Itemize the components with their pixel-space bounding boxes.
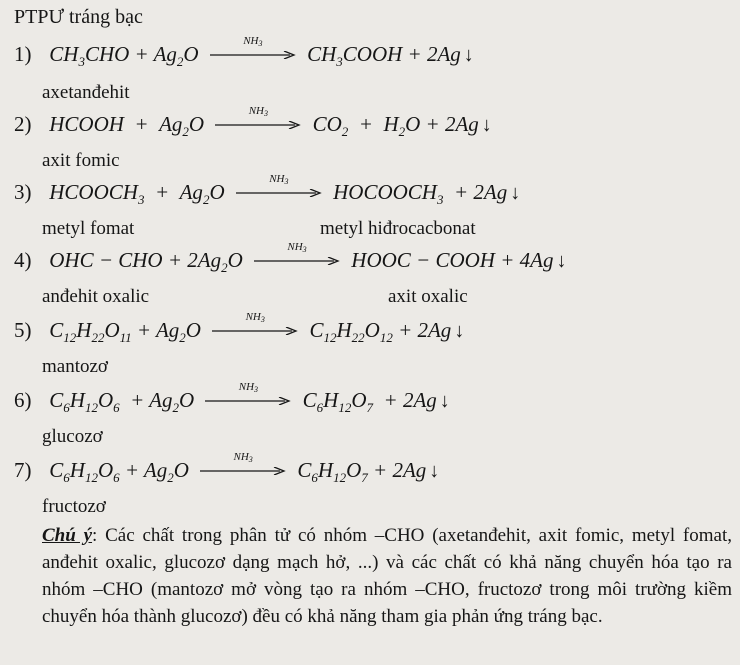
reaction-arrow [210, 35, 296, 59]
products: $CH_3COOH + 2Ag$ [307, 42, 461, 69]
products: $C_{12}H_{22}O_{12} + 2Ag$ [309, 318, 452, 345]
equation-number: 1) [14, 42, 32, 66]
catalyst-label: $NH_3$ [238, 381, 259, 394]
compound-label: mantozơ [42, 356, 108, 377]
note-text: : Các chất trong phân tử có nhóm –CHO (axetanđehit, axit fomic, metyl fomat, anđehit oxalic, glucozơ dạng mạch hở, ...) và các chất có khả năng chuyển hóa tạo ra nhóm –CHO (mantozơ mở vòng tạo ra nhóm –CHO, fructozơ trong môi trường kiềm chuyển hóa thành glucozơ) đều có khả năng tham gia phản ứng tráng bạc. [42, 525, 732, 627]
reaction-arrow [254, 241, 340, 265]
note-paragraph [42, 522, 732, 630]
equation-7 [14, 451, 440, 485]
reactants: $C_{12}H_{22}O_{11} + Ag_2O$ [49, 318, 201, 345]
precipitate-arrow-icon: ↓ [454, 320, 465, 342]
products: HOOC − COOH + 4Ag [351, 248, 554, 272]
catalyst-label: $NH_3$ [287, 241, 307, 254]
products: $HOCOOCH_3 + 2Ag$ [333, 180, 508, 207]
catalyst-label: $NH_3$ [269, 173, 289, 186]
reactants: $CH_3CHO + Ag_2O$ [49, 42, 199, 69]
reaction-arrow [236, 173, 322, 197]
reaction-arrow [205, 381, 291, 405]
note-label: Chú ý [42, 525, 93, 546]
equation-5 [14, 311, 465, 345]
reactants: $C_6H_{12}O_6 + Ag_2O$ [49, 458, 189, 485]
reactants: HCOOH + $Ag_2O$ [49, 112, 205, 139]
equation-4 [14, 241, 567, 275]
catalyst-label: $NH_3$ [233, 451, 253, 464]
products: $CO_2 + H_2O + 2Ag$ [312, 112, 479, 139]
reactants: $C_6H_{12}O_6 + Ag_2O$ [49, 388, 195, 415]
equation-number: 2) [14, 112, 32, 136]
reaction-arrow [200, 451, 286, 475]
equation-number: 7) [14, 458, 32, 482]
reaction-arrow [212, 311, 298, 335]
compound-label: metyl fomat [42, 218, 135, 239]
catalyst-label: $NH_3$ [243, 35, 263, 48]
equation-2 [14, 105, 492, 139]
compound-label: metyl hiđrocacbonat [320, 218, 476, 239]
precipitate-arrow-icon: ↓ [510, 182, 521, 204]
reaction-arrow [215, 105, 301, 129]
equation-number: 3) [14, 180, 32, 204]
reactants: OHC − CHO + $2Ag_2O$ [49, 248, 243, 275]
section-title: PTPƯ tráng bạc [14, 6, 143, 28]
compound-label: anđehit oxalic [42, 286, 150, 307]
precipitate-arrow-icon: ↓ [429, 460, 440, 482]
catalyst-label: $NH_3$ [245, 311, 265, 324]
compound-label: axit oxalic [388, 286, 468, 307]
equation-number: 5) [14, 318, 32, 342]
precipitate-arrow-icon: ↓ [481, 114, 492, 136]
products: $C_6H_{12}O_7 + 2Ag$ [302, 388, 437, 415]
compound-label: glucozơ [42, 426, 103, 447]
equation-number: 4) [14, 248, 32, 272]
precipitate-arrow-icon: ↓ [463, 44, 474, 66]
compound-label: fructozơ [42, 496, 106, 517]
products: $C_6H_{12}O_7 + 2Ag$ [297, 458, 427, 485]
equation-number: 6) [14, 388, 32, 412]
catalyst-label: $NH_3$ [248, 105, 268, 118]
equation-3 [14, 173, 521, 207]
reactants: $HCOOCH_3 + Ag_2O$ [49, 180, 225, 207]
equation-1 [14, 35, 474, 69]
precipitate-arrow-icon: ↓ [439, 390, 450, 412]
equation-6 [14, 381, 450, 415]
compound-label: axetanđehit [42, 82, 130, 103]
compound-label: axit fomic [42, 150, 120, 171]
precipitate-arrow-icon: ↓ [556, 250, 567, 272]
